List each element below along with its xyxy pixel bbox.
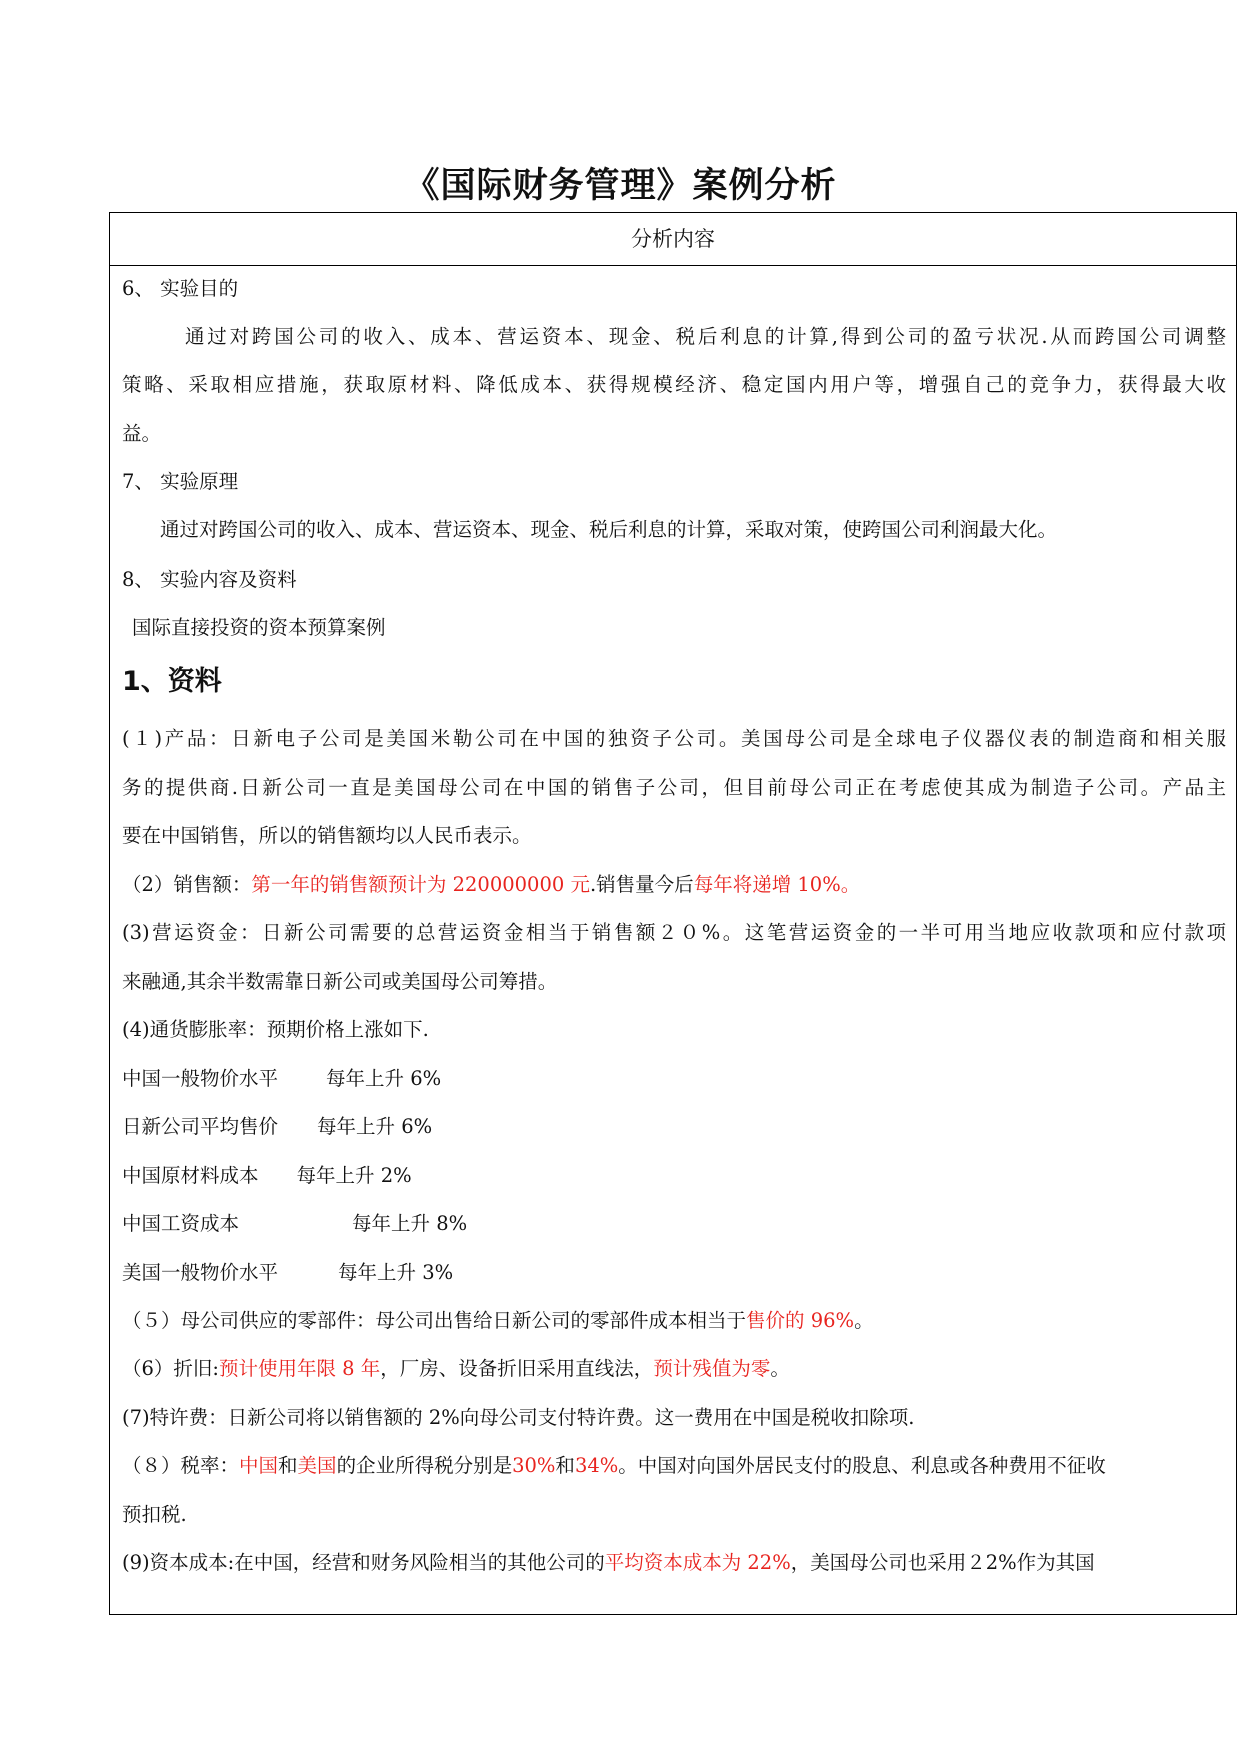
section-6-line-1: 通过对跨国公司的收入、成本、营运资本、现金、税后利息的计算,得到公司的盈亏状况.从而跨国公司调整 <box>185 325 1226 348</box>
capital-cost-text: (9)资本成本:在中国，经营和财务风险相当的其他公司的 <box>122 1551 605 1574</box>
material-3-line-2: 来融通,其余半数需靠日新公司或美国母公司筹措。 <box>122 970 558 993</box>
capital-cost-rate: 平均资本成本为 22% <box>604 1551 791 1574</box>
material-6-depreciation <box>122 1357 1226 1381</box>
inflation-rate: 每年上升 2% <box>296 1164 412 1187</box>
inflation-item: 中国一般物价水平 <box>122 1067 279 1090</box>
material-7-royalty: (7)特许费：日新公司将以销售额的 2%向母公司支付特许费。这一费用在中国是税收扣除项. <box>122 1406 915 1429</box>
section-7-heading: 7、 实验原理 <box>122 470 239 493</box>
material-8-tax <box>122 1454 1226 1478</box>
tax-rate-china: 30% <box>512 1454 556 1477</box>
section-6-line-3: 益。 <box>122 422 162 445</box>
depreciation-years: 预计使用年限 8 年 <box>218 1357 381 1380</box>
section-6-heading: 6、 实验目的 <box>122 277 239 300</box>
tax-and-2: 和 <box>555 1454 575 1477</box>
inflation-row <box>122 1164 1226 1188</box>
inflation-row <box>122 1261 1226 1285</box>
tax-tail: 。中国对向国外居民支付的股息、利息或各种费用不征收 <box>618 1454 1106 1477</box>
section-7-line-1: 通过对跨国公司的收入、成本、营运资本、现金、税后利息的计算，采取对策，使跨国公司利润最大化。 <box>160 518 1058 541</box>
inflation-row <box>122 1067 1226 1091</box>
material-3-line-1: (3)营运资金：日新公司需要的总营运资金相当于销售额２０%。这笔营运资金的一半可用当地应收款项和应付款项 <box>122 921 1226 944</box>
tax-rate-usa: 34% <box>574 1454 619 1477</box>
tax-usa: 美国 <box>297 1454 337 1477</box>
tax-label: （８）税率： <box>122 1454 240 1477</box>
material-1-line-3: 要在中国销售，所以的销售额均以人民币表示。 <box>122 824 532 847</box>
tax-text: 的企业所得税分别是 <box>336 1454 513 1477</box>
material-heading: 1、资料 <box>122 666 222 697</box>
tax-and: 和 <box>278 1454 298 1477</box>
material-1-line-1: (１)产品：日新电子公司是美国米勒公司在中国的独资子公司。美国母公司是全球电子仪器仪表的制造商和相关服 <box>122 727 1226 750</box>
depreciation-method: ，厂房、设备折旧采用直线法， <box>380 1357 654 1380</box>
inflation-item: 中国原材料成本 <box>122 1164 259 1187</box>
inflation-item: 美国一般物价水平 <box>122 1261 279 1284</box>
material-8-line-2: 预扣税. <box>122 1503 187 1526</box>
depreciation-end: 。 <box>770 1357 790 1380</box>
material-5-parts <box>122 1309 1226 1333</box>
sales-first-year: 第一年的销售额预计为 220000000 元 <box>251 873 590 896</box>
inflation-rate: 每年上升 6% <box>326 1067 442 1090</box>
tax-china: 中国 <box>239 1454 279 1477</box>
material-1-line-2: 务的提供商.日新公司一直是美国母公司在中国的销售子公司，但目前母公司正在考虑使其成为制造子公司。产品主 <box>122 776 1226 799</box>
document-title: 《国际财务管理》案例分析 <box>404 166 837 206</box>
inflation-rate: 每年上升 8% <box>352 1212 468 1235</box>
inflation-item: 中国工资成本 <box>122 1212 240 1235</box>
section-8-heading: 8、 实验内容及资料 <box>122 568 297 591</box>
parts-price-ratio: 售价的 96% <box>746 1309 855 1332</box>
section-8-subtitle: 国际直接投资的资本预算案例 <box>132 616 386 639</box>
section-6-line-2: 策略、采取相应措施，获取原材料、降低成本、获得规模经济、稳定国内用户等，增强自己的竞争力，获得最大收 <box>122 373 1226 396</box>
sales-label: （2）销售额： <box>122 873 252 896</box>
material-9-capital-cost <box>122 1551 1226 1575</box>
inflation-item: 日新公司平均售价 <box>122 1115 279 1138</box>
inflation-rate: 每年上升 3% <box>338 1261 454 1284</box>
inflation-row <box>122 1212 1226 1236</box>
analysis-table <box>109 212 1237 1615</box>
parts-end: 。 <box>854 1309 874 1332</box>
sales-growth: 每年将递增 10%。 <box>693 873 861 896</box>
inflation-rate: 每年上升 6% <box>317 1115 433 1138</box>
sales-mid: .销售量今后 <box>589 873 694 896</box>
depreciation-label: （6）折旧: <box>122 1357 219 1380</box>
depreciation-residual: 预计残值为零 <box>653 1357 771 1380</box>
parts-text: （５）母公司供应的零部件：母公司出售给日新公司的零部件成本相当于 <box>122 1309 747 1332</box>
material-2-sales <box>122 873 1226 897</box>
material-4-heading: (4)通货膨胀率：预期价格上涨如下. <box>122 1018 429 1041</box>
inflation-row <box>122 1115 1226 1139</box>
capital-cost-tail: ，美国母公司也采用２2%作为其国 <box>790 1551 1095 1574</box>
table-header: 分析内容 <box>110 213 1236 266</box>
